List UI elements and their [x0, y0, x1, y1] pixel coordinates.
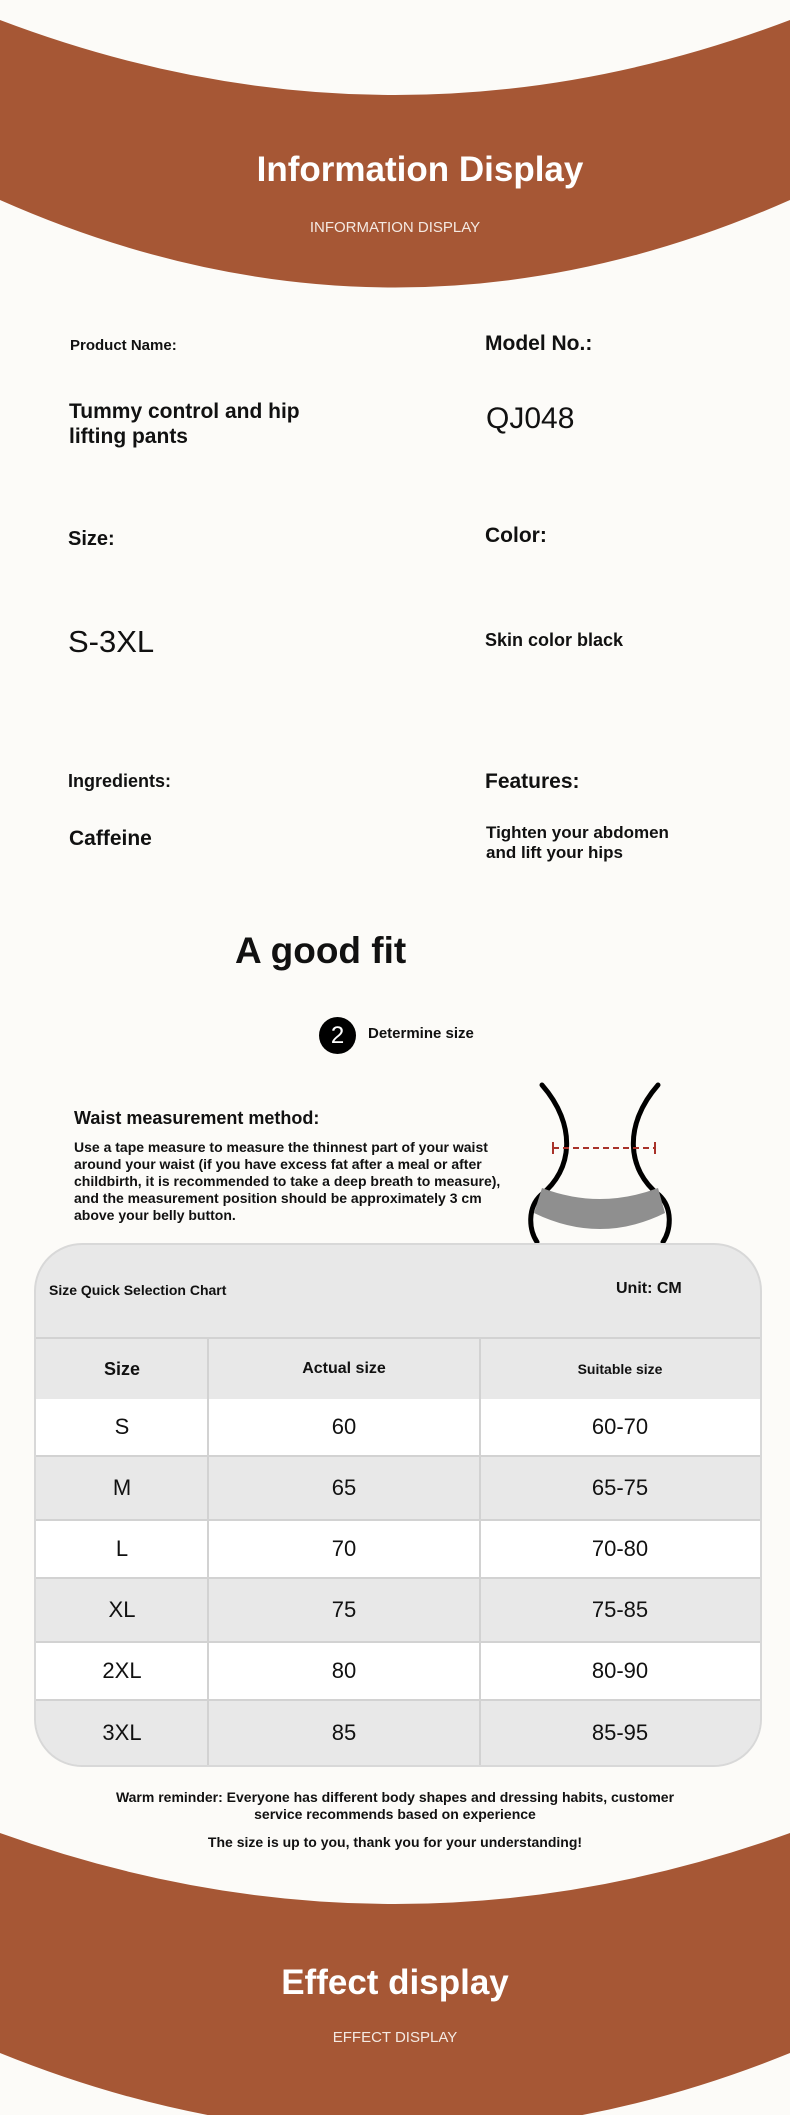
table-cell: 65	[331, 1475, 357, 1500]
size-chart-header	[36, 1245, 760, 1337]
size-chart-table	[34, 1243, 762, 1767]
step-number-badge	[319, 1017, 356, 1054]
table-row	[36, 1643, 760, 1699]
table-row	[36, 1521, 760, 1577]
table-cell: 75-85	[591, 1597, 649, 1622]
table-cell: 2XL	[102, 1658, 142, 1683]
column-divider	[479, 1337, 481, 1765]
page-subtitle: INFORMATION DISPLAY	[309, 219, 481, 236]
table-cell: 60	[331, 1414, 357, 1439]
model-label: Model No.:	[485, 332, 593, 355]
table-cell: 85-95	[591, 1720, 649, 1745]
model-value: QJ048	[486, 402, 575, 435]
size-chart-title: Size Quick Selection Chart	[49, 1282, 227, 1298]
step-label: Determine size	[368, 1025, 474, 1042]
table-cell: 70-80	[591, 1536, 649, 1561]
fit-heading: A good fit	[235, 930, 407, 971]
product-name-value: Tummy control and hip lifting pants	[69, 400, 300, 448]
color-label: Color:	[485, 524, 547, 547]
table-row	[36, 1701, 760, 1765]
waist-heading: Waist measurement method:	[74, 1108, 320, 1128]
table-row	[36, 1457, 760, 1519]
table-cell: 80-90	[591, 1658, 649, 1683]
table-cell: L	[115, 1536, 129, 1561]
table-cell: 3XL	[102, 1720, 142, 1745]
column-header-row	[36, 1339, 760, 1399]
table-cell: 85	[331, 1720, 357, 1745]
column-divider	[207, 1337, 209, 1765]
waist-instructions: Use a tape measure to measure the thinnest part of your waist around your waist (if you have excess fat after a meal or after childbirth, it is recommended to take a deep breath to measure), and the measurement position should be approximately 3 cm above your belly button.	[74, 1139, 501, 1223]
reminder-line-1: Warm reminder: Everyone has different body shapes and dressing habits, customer service recommends based on experience	[115, 1789, 675, 1822]
product-name-label: Product Name:	[70, 337, 177, 354]
table-cell: 60-70	[591, 1414, 649, 1439]
ingredients-label: Ingredients:	[68, 771, 172, 791]
column-header-suitable: Suitable size	[577, 1361, 663, 1377]
header-band	[0, 0, 790, 290]
column-header-actual: Actual size	[302, 1360, 386, 1377]
size-value: S-3XL	[68, 624, 155, 659]
features-value: Tighten your abdomen and lift your hips	[486, 823, 669, 862]
table-cell: S	[114, 1414, 130, 1439]
table-cell: XL	[108, 1597, 136, 1622]
size-label: Size:	[68, 528, 115, 550]
step-number: 2	[330, 1021, 345, 1049]
table-cell: 65-75	[591, 1475, 649, 1500]
footer-title: Effect display	[281, 1963, 509, 2002]
waist-measure-illustration-icon	[525, 1080, 675, 1245]
table-row	[36, 1579, 760, 1641]
footer-subtitle: EFFECT DISPLAY	[332, 2029, 458, 2046]
page-title: Information Display	[256, 150, 584, 189]
column-header-size: Size	[103, 1358, 141, 1379]
features-label: Features:	[485, 770, 580, 793]
table-cell: M	[112, 1475, 132, 1500]
color-value: Skin color black	[485, 630, 624, 650]
table-cell: 80	[331, 1658, 357, 1683]
table-cell: 75	[331, 1597, 357, 1622]
table-row	[36, 1399, 760, 1455]
table-cell: 70	[331, 1536, 357, 1561]
ingredients-value: Caffeine	[69, 827, 152, 850]
reminder-line-2: The size is up to you, thank you for your understanding!	[207, 1834, 583, 1850]
size-chart-unit: Unit: CM	[616, 1280, 682, 1297]
